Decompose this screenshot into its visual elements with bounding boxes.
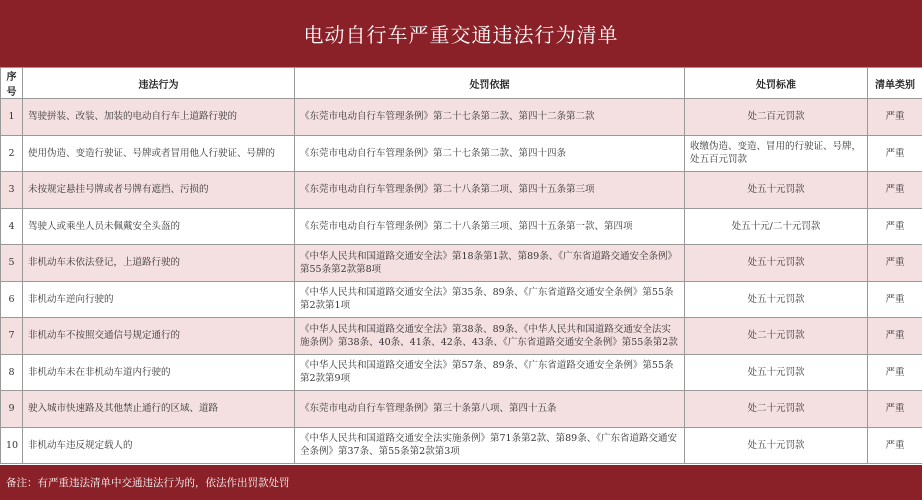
cell-behavior: 非机动车未在非机动车道内行驶的 bbox=[23, 354, 295, 391]
cell-category: 严重 bbox=[868, 318, 922, 355]
cell-basis: 《东莞市电动自行车管理条例》第三十条第八项、第四十五条 bbox=[295, 391, 685, 428]
cell-standard: 处二十元罚款 bbox=[685, 391, 868, 428]
cell-category: 严重 bbox=[868, 354, 922, 391]
cell-category: 严重 bbox=[868, 208, 922, 245]
table-row bbox=[1, 318, 922, 355]
page-title: 电动自行车严重交通违法行为清单 bbox=[0, 0, 922, 67]
cell-standard: 收缴伪造、变造、冒用的行驶证、号牌，处五百元罚款 bbox=[685, 135, 868, 172]
header-no: 序号 bbox=[1, 68, 23, 99]
cell-category: 严重 bbox=[868, 427, 922, 464]
cell-behavior: 非机动车违反规定载人的 bbox=[23, 427, 295, 464]
cell-no: 10 bbox=[1, 427, 23, 464]
cell-category: 严重 bbox=[868, 281, 922, 318]
cell-no: 2 bbox=[1, 135, 23, 172]
table-row bbox=[1, 135, 922, 172]
cell-standard: 处五十元罚款 bbox=[685, 281, 868, 318]
cell-basis: 《中华人民共和国道路交通安全法》第18条第1款、第89条、《广东省道路交通安全条例》第55条第2款第8项 bbox=[295, 245, 685, 282]
table-row bbox=[1, 427, 922, 464]
cell-no: 1 bbox=[1, 99, 23, 136]
cell-behavior: 非机动车未依法登记，上道路行驶的 bbox=[23, 245, 295, 282]
cell-standard: 处五十元罚款 bbox=[685, 354, 868, 391]
cell-basis: 《中华人民共和国道路交通安全法》第38条、89条、《中华人民共和国道路交通安全法实施条例》第38条、40条、41条、42条、43条、《广东省道路交通安全条例》第55条第2款 bbox=[295, 318, 685, 355]
table-row bbox=[1, 172, 922, 209]
header-basis: 处罚依据 bbox=[295, 68, 685, 99]
cell-basis: 《中华人民共和国道路交通安全法》第35条、89条、《广东省道路交通安全条例》第55条第2款第1项 bbox=[295, 281, 685, 318]
table-row bbox=[1, 99, 922, 136]
table-row bbox=[1, 245, 922, 282]
cell-basis: 《东莞市电动自行车管理条例》第二十八条第三项、第四十五条第一款、第四项 bbox=[295, 208, 685, 245]
cell-category: 严重 bbox=[868, 391, 922, 428]
cell-no: 9 bbox=[1, 391, 23, 428]
cell-no: 3 bbox=[1, 172, 23, 209]
cell-category: 严重 bbox=[868, 99, 922, 136]
violations-table bbox=[0, 67, 922, 464]
cell-no: 5 bbox=[1, 245, 23, 282]
cell-no: 7 bbox=[1, 318, 23, 355]
cell-behavior: 未按规定悬挂号牌或者号牌有遮挡、污损的 bbox=[23, 172, 295, 209]
cell-behavior: 驾驶拼装、改装、加装的电动自行车上道路行驶的 bbox=[23, 99, 295, 136]
cell-basis: 《中华人民共和国道路交通安全法》第57条、89条、《广东省道路交通安全条例》第55条第2款第9项 bbox=[295, 354, 685, 391]
table-header-row bbox=[1, 68, 922, 99]
cell-basis: 《东莞市电动自行车管理条例》第二十七条第二款、第四十四条 bbox=[295, 135, 685, 172]
header-standard: 处罚标准 bbox=[685, 68, 868, 99]
cell-standard: 处五十元/二十元罚款 bbox=[685, 208, 868, 245]
cell-standard: 处五十元罚款 bbox=[685, 245, 868, 282]
footer-note: 备注：有严重违法清单中交通违法行为的，依法作出罚款处罚 bbox=[0, 465, 922, 500]
cell-standard: 处二百元罚款 bbox=[685, 99, 868, 136]
cell-standard: 处二十元罚款 bbox=[685, 318, 868, 355]
cell-standard: 处五十元罚款 bbox=[685, 172, 868, 209]
cell-no: 8 bbox=[1, 354, 23, 391]
table-row bbox=[1, 391, 922, 428]
cell-no: 6 bbox=[1, 281, 23, 318]
cell-standard: 处五十元罚款 bbox=[685, 427, 868, 464]
cell-basis: 《东莞市电动自行车管理条例》第二十八条第二项、第四十五条第三项 bbox=[295, 172, 685, 209]
cell-behavior: 非机动车逆向行驶的 bbox=[23, 281, 295, 318]
cell-category: 严重 bbox=[868, 245, 922, 282]
cell-basis: 《东莞市电动自行车管理条例》第二十七条第二款、第四十二条第二款 bbox=[295, 99, 685, 136]
table-row bbox=[1, 281, 922, 318]
table-row bbox=[1, 208, 922, 245]
cell-behavior: 驶入城市快速路及其他禁止通行的区域、道路 bbox=[23, 391, 295, 428]
cell-behavior: 使用伪造、变造行驶证、号牌或者冒用他人行驶证、号牌的 bbox=[23, 135, 295, 172]
table-row bbox=[1, 354, 922, 391]
header-category: 清单类别 bbox=[868, 68, 922, 99]
cell-behavior: 非机动车不按照交通信号规定通行的 bbox=[23, 318, 295, 355]
cell-basis: 《中华人民共和国道路交通安全法实施条例》第71条第2款、第89条、《广东省道路交通安全条例》第37条、第55条第2款第3项 bbox=[295, 427, 685, 464]
header-behavior: 违法行为 bbox=[23, 68, 295, 99]
cell-behavior: 驾驶人或乘坐人员未佩戴安全头盔的 bbox=[23, 208, 295, 245]
cell-no: 4 bbox=[1, 208, 23, 245]
cell-category: 严重 bbox=[868, 135, 922, 172]
cell-category: 严重 bbox=[868, 172, 922, 209]
